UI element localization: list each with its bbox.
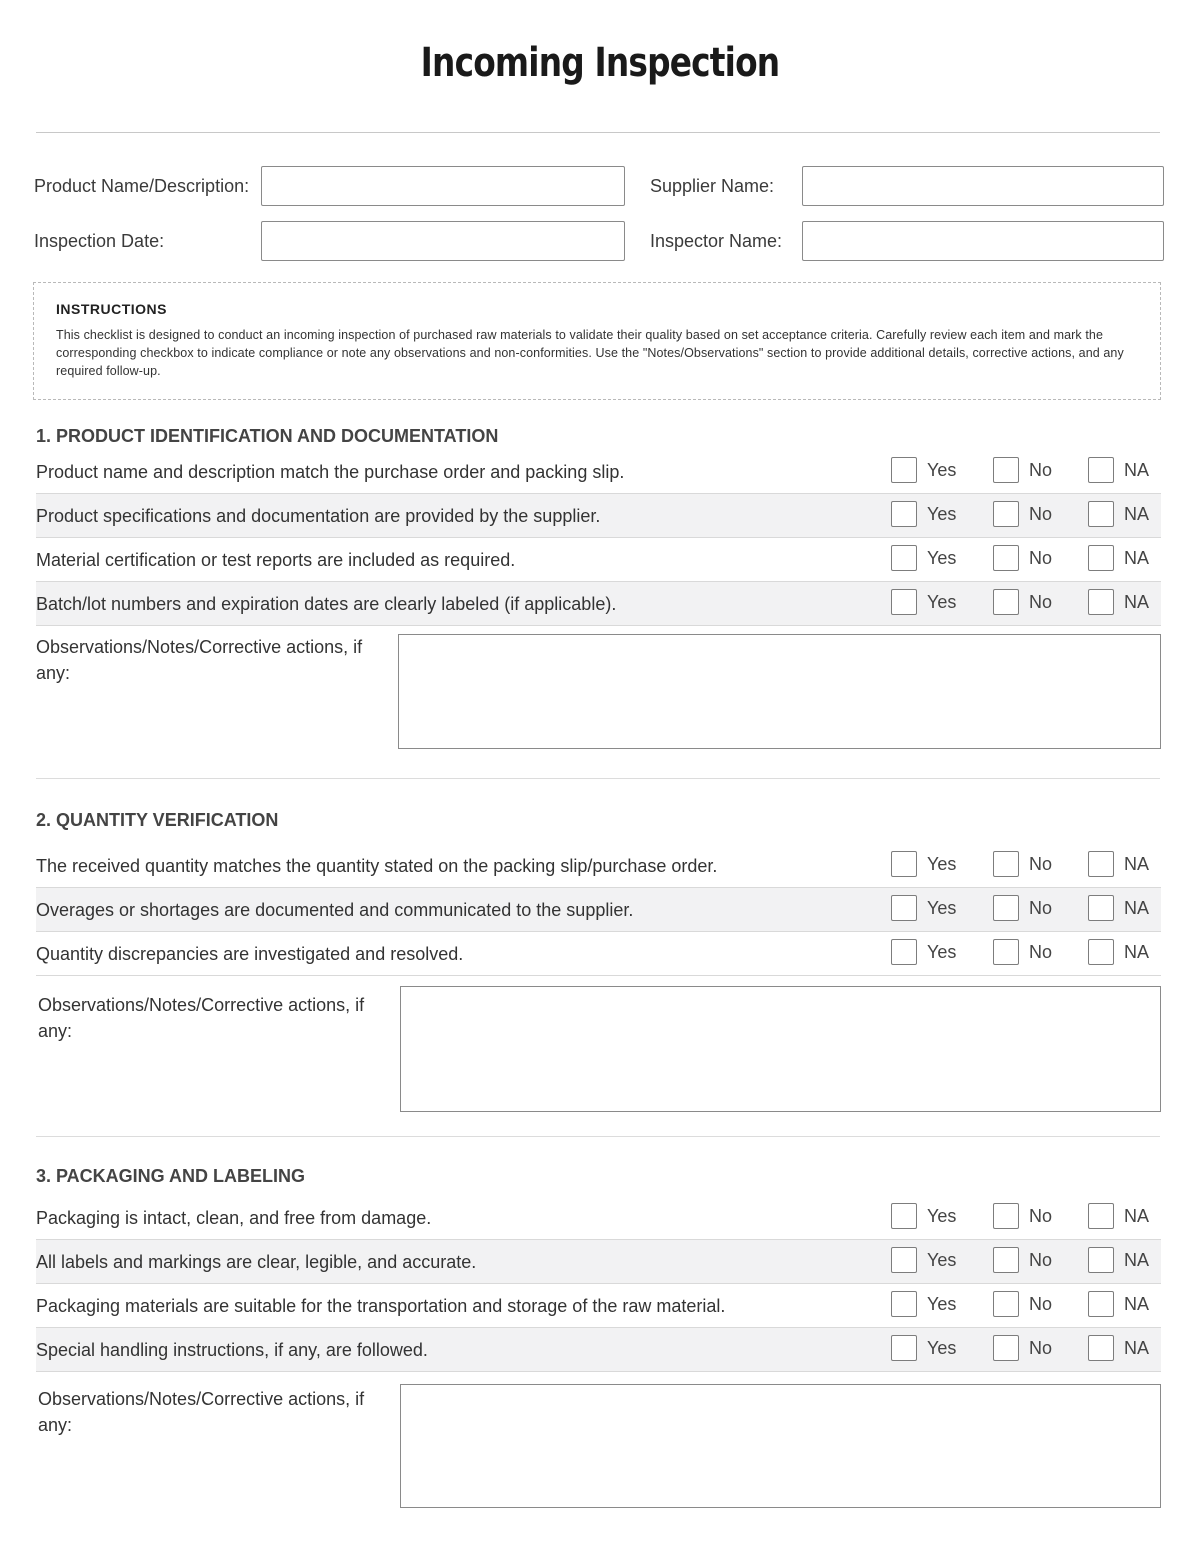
no-label: No [1029,1206,1053,1226]
checkbox-square[interactable] [1088,501,1114,527]
checkbox-square[interactable] [891,545,917,571]
section-title: 3. PACKAGING AND LABELING [36,1166,306,1186]
checklist-item-text: Quantity discrepancies are investigated and resolved. [36,944,464,964]
checklist-item-text: Special handling instructions, if any, are followed. [36,1340,428,1360]
checkbox-square[interactable] [993,1247,1019,1273]
no-label: No [1029,1250,1053,1270]
no-label: No [1029,898,1053,918]
yes-label: Yes [927,854,957,874]
yes-label: Yes [927,942,957,962]
yes-label: Yes [927,460,957,480]
checkbox-square[interactable] [891,589,917,615]
checkbox-square[interactable] [993,851,1019,877]
yes-label: Yes [927,1338,957,1358]
no-label: No [1029,460,1053,480]
yes-label: Yes [927,548,957,568]
na-label: NA [1124,1206,1150,1226]
checkbox-square[interactable] [1088,939,1114,965]
checkbox-square[interactable] [993,589,1019,615]
no-label: No [1029,1294,1053,1314]
checkbox-square[interactable] [891,939,917,965]
checklist-item-text: The received quantity matches the quantity stated on the packing slip/purchase order. [36,856,718,876]
instructions-title: INSTRUCTIONS [56,301,167,317]
checkbox-square[interactable] [993,1291,1019,1317]
yes-label: Yes [927,1294,957,1314]
na-label: NA [1124,898,1150,918]
checkbox-square[interactable] [891,895,917,921]
observations-textarea[interactable] [400,986,1161,1112]
na-label: NA [1124,548,1150,568]
inspector-name-label: Inspector Name: [650,231,783,251]
na-label: NA [1124,592,1150,612]
no-label: No [1029,942,1053,962]
na-label: NA [1124,460,1150,480]
checkbox-square[interactable] [1088,589,1114,615]
inspection-date-label: Inspection Date: [34,231,165,251]
checkbox-square[interactable] [993,1335,1019,1361]
instructions-box [33,282,1161,400]
checkbox-square[interactable] [891,457,917,483]
no-label: No [1029,504,1053,524]
na-label: NA [1124,942,1150,962]
observations-textarea[interactable] [400,1384,1161,1508]
checkbox-square[interactable] [1088,895,1114,921]
checklist-row [36,450,1161,494]
checkbox-square[interactable] [891,1335,917,1361]
yes-label: Yes [927,1206,957,1226]
checkbox-square[interactable] [891,851,917,877]
no-label: No [1029,592,1053,612]
checkbox-square[interactable] [1088,1203,1114,1229]
checklist-item-text: Packaging materials are suitable for the transportation and storage of the raw material. [36,1296,726,1316]
checkbox-square[interactable] [1088,1247,1114,1273]
page-title: Incoming Inspection [420,40,780,86]
yes-label: Yes [927,898,957,918]
product-name-label: Product Name/Description: [34,176,250,196]
checkbox-square[interactable] [1088,545,1114,571]
na-label: NA [1124,1250,1150,1270]
checklist-item-text: All labels and markings are clear, legible, and accurate. [36,1252,477,1272]
checkbox-square[interactable] [1088,851,1114,877]
checklist-row [36,1284,1161,1328]
na-label: NA [1124,1338,1150,1358]
checklist-row [36,582,1161,626]
checklist-row [36,494,1161,538]
title-divider [36,132,1160,133]
supplier-name-label: Supplier Name: [650,176,775,196]
checklist-item-text: Packaging is intact, clean, and free from damage. [36,1208,432,1228]
no-label: No [1029,854,1053,874]
checkbox-square[interactable] [1088,1291,1114,1317]
checkbox-square[interactable] [993,457,1019,483]
observations-label: Observations/Notes/Corrective actions, if any: [38,1389,365,1435]
checklist-row [36,888,1161,932]
yes-label: Yes [927,504,957,524]
section-divider [36,778,1160,779]
yes-label: Yes [927,592,957,612]
checkbox-square[interactable] [993,1203,1019,1229]
checkbox-square[interactable] [993,939,1019,965]
checklist-row [36,538,1161,582]
na-label: NA [1124,854,1150,874]
checkbox-square[interactable] [1088,1335,1114,1361]
checklist-item-text: Product specifications and documentation are provided by the supplier. [36,506,601,526]
na-label: NA [1124,504,1150,524]
checkbox-square[interactable] [891,501,917,527]
inspection-date-field[interactable] [261,221,625,261]
na-label: NA [1124,1294,1150,1314]
section-title: 2. QUANTITY VERIFICATION [36,810,279,830]
checkbox-square[interactable] [993,545,1019,571]
no-label: No [1029,1338,1053,1358]
no-label: No [1029,548,1053,568]
checklist-row [36,1240,1161,1284]
checklist-row [36,932,1161,976]
section-divider [36,1136,1160,1137]
checklist-item-text: Material certification or test reports are included as required. [36,550,516,570]
checkbox-square[interactable] [993,501,1019,527]
checkbox-square[interactable] [891,1203,917,1229]
checklist-row [36,1328,1161,1372]
observations-textarea[interactable] [398,634,1161,749]
checklist-row [36,844,1161,888]
product-name-field[interactable] [261,166,625,206]
section-title: 1. PRODUCT IDENTIFICATION AND DOCUMENTATION [36,426,499,446]
yes-label: Yes [927,1250,957,1270]
checklist-item-text: Batch/lot numbers and expiration dates are clearly labeled (if applicable). [36,594,617,614]
checkbox-square[interactable] [891,1291,917,1317]
checklist-row [36,1196,1161,1240]
checklist-item-text: Product name and description match the purchase order and packing slip. [36,462,625,482]
inspector-name-field[interactable] [802,221,1164,261]
checkbox-square[interactable] [1088,457,1114,483]
checkbox-square[interactable] [993,895,1019,921]
observations-label: Observations/Notes/Corrective actions, if any: [38,995,365,1041]
checklist-item-text: Overages or shortages are documented and communicated to the supplier. [36,900,634,920]
checkbox-square[interactable] [891,1247,917,1273]
supplier-name-field[interactable] [802,166,1164,206]
observations-label: Observations/Notes/Corrective actions, if any: [36,637,363,683]
instructions-text: This checklist is designed to conduct an incoming inspection of purchased raw materials to validate their quality based on set acceptance criteria. Carefully review each item and mark the corresponding checkbox to indicate compliance or note any observations and non-conformities. Use the "Notes/Observations" section to provide additional details, corrective actions, and any required follow-up. [56,328,1124,378]
